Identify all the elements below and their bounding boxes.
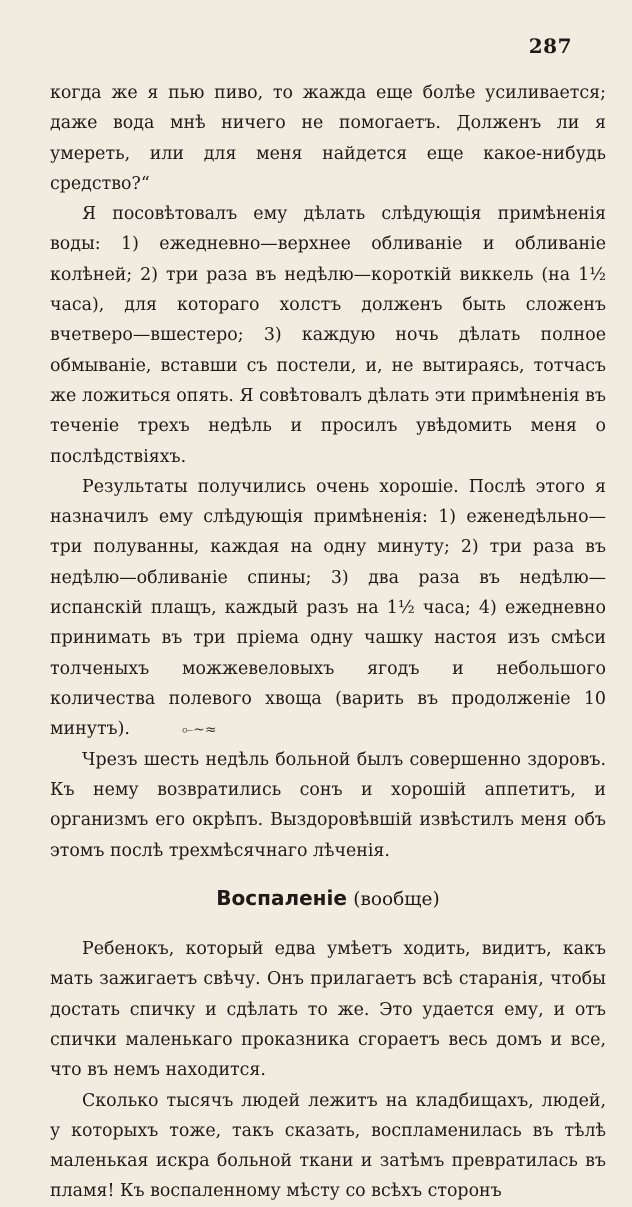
section-heading-parenthetical: (вообще) <box>353 889 440 911</box>
paragraph-4: Чрезъ шесть недѣль больной былъ совершенно здоровъ. Къ нему возвратились сонъ и хорошій аппетитъ, и организмъ его окрѣпъ. Выздоровѣвшій извѣстилъ меня объ этомъ послѣ трехмѣсячнаго лѣченія. <box>50 749 606 861</box>
section-paragraph-2: Сколько тысячъ людей лежитъ на кладбищахъ, людей, у которыхъ тоже, такъ сказать, воспламенилась въ тѣлѣ маленькая искра больной ткани и затѣмъ превратилась въ пламя! Къ воспаленному мѣсту со всѣхъ сторонъ <box>50 1090 606 1202</box>
page-number: 287 <box>528 34 572 58</box>
paragraph-1: когда же я пью пиво, то жажда еще болѣе усиливается; даже вода мнѣ ничего не помогаетъ. Долженъ ли я умереть, или для меня найдется еще какое-нибудь средство?“ <box>50 83 606 194</box>
ornament-flourish: ⟜~≈ <box>181 721 217 738</box>
paragraph-3 <box>50 472 606 745</box>
paragraph-2: Я посовѣтовалъ ему дѣлать слѣдующія примѣненія воды: 1) ежедневно—верхнее обливаніе и обливаніе колѣней; 2) три раза въ недѣлю—короткій виккель (на 1½ часа), для котораго холстъ долженъ быть сложенъ вчетверо—вшестеро; 3) каждую ночь дѣлать полное обмываніе, вставши съ постели, и, не вытираясь, тотчасъ же ложиться опять. Я совѣтовалъ дѣлать эти примѣненія въ теченіе трехъ недѣль и просилъ увѣдомить меня о послѣдствіяхъ. <box>50 204 606 467</box>
section-heading-main: Воспаленіе <box>216 886 347 911</box>
paragraph-3-text: Результаты получились очень хорошіе. Послѣ этого я назначилъ ему слѣдующія примѣненія: 1) еженедѣльно—три полуванны, каждая на одну минуту; 2) три раза въ недѣлю—обливаніе спины; 3) два раза въ недѣлю—испанскій плащъ, каждый разъ на 1½ часа; 4) ежедневно принимать въ три пріема одну чашку настоя изъ смѣси толченыхъ можжевеловыхъ ягодъ и небольшого количества полевого хвоща (варить въ продолженіе 10 минутъ). <box>50 476 606 740</box>
section-paragraph-1: Ребенокъ, который едва умѣетъ ходить, видитъ, какъ мать зажигаетъ свѣчу. Онъ прилагаетъ всѣ старанія, чтобы достать спичку и сдѣлать то же. Это удается ему, и отъ спички маленькаго проказника сгораетъ весь домъ и все, что въ немъ находится. <box>50 939 606 1081</box>
section-heading <box>50 883 606 915</box>
